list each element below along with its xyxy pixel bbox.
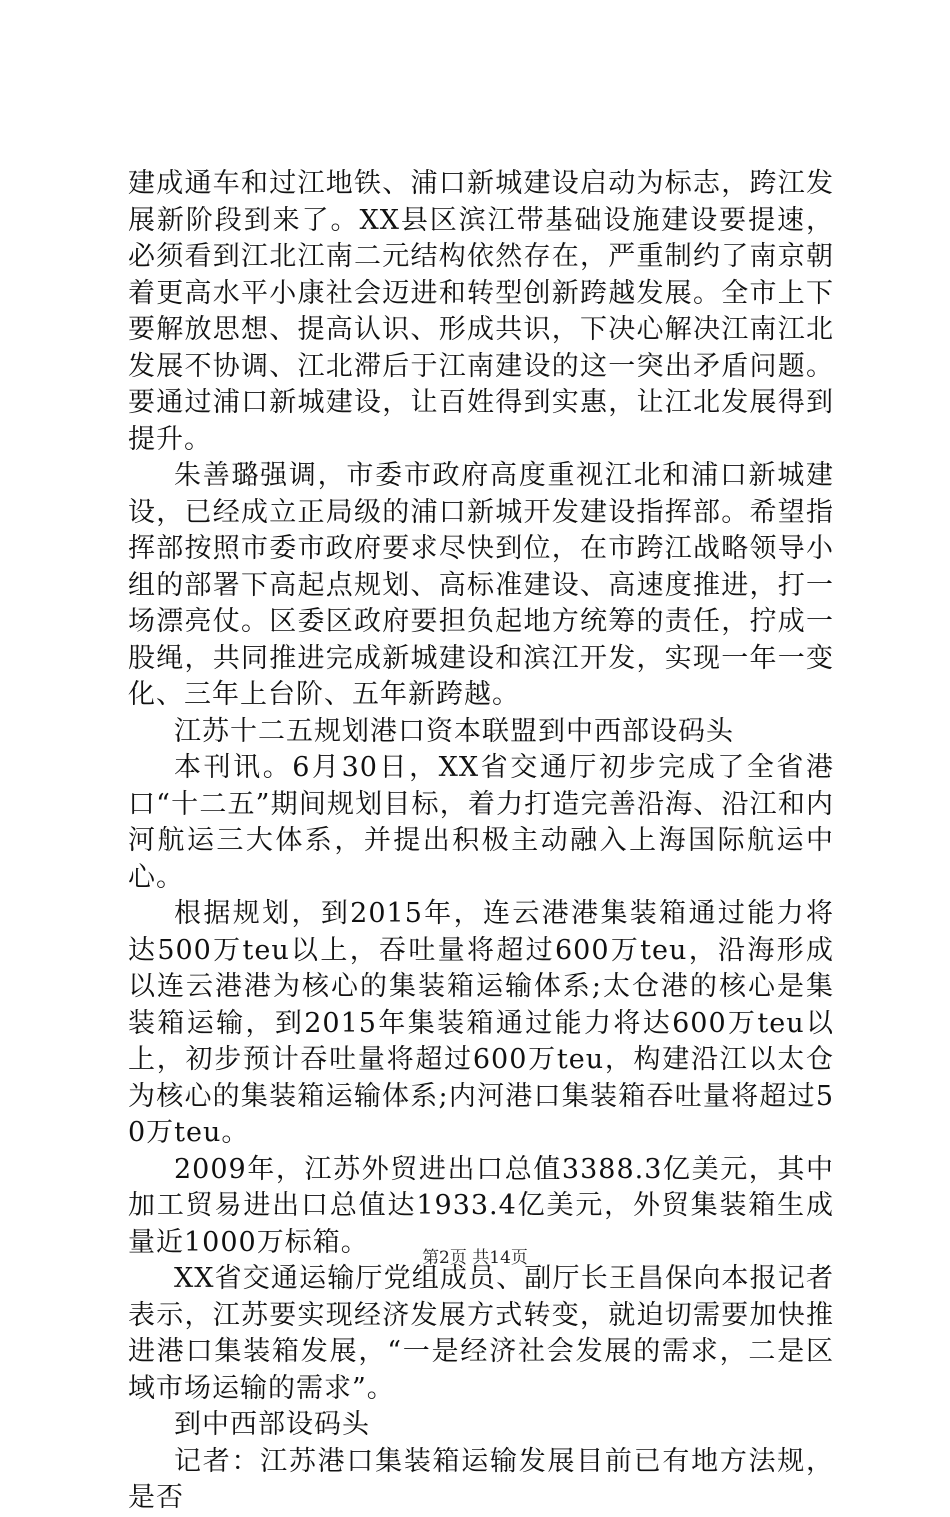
paragraph-news-lead: 本刊讯。6月30日，XX省交通厅初步完成了全省港口“十二五”期间规划目标，着力打造完善沿海、沿江和内河航运三大体系，并提出积极主动融入上海国际航运中心。	[128, 752, 834, 893]
page-number-footer: 第2页 共14页	[422, 1248, 528, 1268]
article-headline: 江苏十二五规划港口资本联盟到中西部设码头	[174, 715, 734, 747]
paragraph-official-quote: XX省交通运输厅党组成员、副厅长王昌保向本报记者表示，江苏要实现经济发展方式转变，就迫切需要加快推进港口集装箱发展，“一是经济社会发展的需求，二是区域市场运输的需求”。	[128, 1263, 834, 1404]
paragraph-continuation: 建成通车和过江地铁、浦口新城建设启动为标志，跨江发展新阶段到来了。XX县区滨江带基础设施建设要提速，必须看到江北江南二元结构依然存在，严重制约了南京朝着更高水平小康社会迈进和转型创新跨越发展。全市上下要解放思想、提高认识、形成共识，下决心解决江南江北发展不协调、江北滞后于江南建设的这一突出矛盾问题。要通过浦口新城建设，让百姓得到实惠，让江北发展得到提升。	[128, 168, 834, 455]
document-body	[128, 166, 834, 1517]
paragraph-trade-2009: 2009年，江苏外贸进出口总值3388.3亿美元，其中加工贸易进出口总值达1933.4亿美元，外贸集装箱生成量近1000万标箱。	[128, 1153, 834, 1258]
section-heading: 到中西部设码头	[174, 1409, 370, 1440]
paragraph-zhu-shanlu: 朱善璐强调，市委市政府高度重视江北和浦口新城建设，已经成立正局级的浦口新城开发建设指挥部。希望指挥部按照市委市政府要求尽快到位，在市跨江战略领导小组的部署下高起点规划、高标准建设、高速度推进，打一场漂亮仗。区委区政府要担负起地方统筹的责任，拧成一股绳，共同推进完成新城建设和滨江开发，实现一年一变化、三年上台阶、五年新跨越。	[128, 460, 834, 710]
paragraph-planning: 根据规划，到2015年，连云港港集装箱通过能力将达500万teu以上，吞吐量将超过600万teu，沿海形成以连云港港为核心的集装箱运输体系;太仓港的核心是集装箱运输，到2015年集装箱通过能力将达600万teu以上，初步预计吞吐量将超过600万teu，构建沿江以太仓为核心的集装箱运输体系;内河港口集装箱吞吐量将超过50万teu。	[128, 898, 834, 1148]
paragraph-interview: 记者：江苏港口集装箱运输发展目前已有地方法规，是否	[128, 1445, 834, 1513]
